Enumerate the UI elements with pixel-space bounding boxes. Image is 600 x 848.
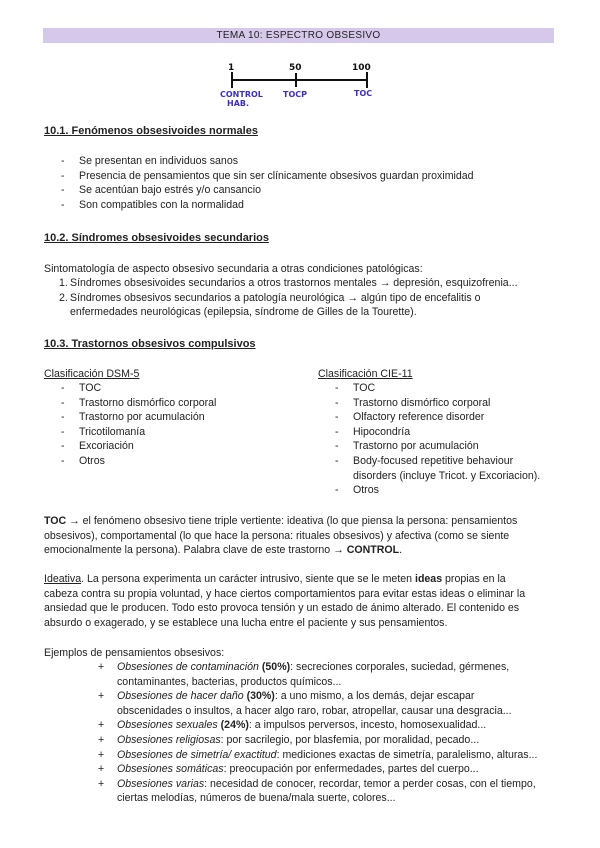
list-number: 1.: [59, 277, 68, 289]
list-item: [44, 762, 574, 777]
list-number: 2.: [59, 291, 68, 304]
ideativa-line-1: [44, 572, 574, 587]
spectrum-label-toc: TOC: [354, 89, 373, 98]
plus-bullet: +: [98, 719, 105, 732]
example-text: : necesidad de conocer, recordar, temor a perder cosas, con el tiempo,: [204, 777, 536, 790]
toc-keyword: CONTROL: [346, 544, 400, 557]
plus-bullet: +: [98, 733, 105, 746]
list-item: [44, 689, 574, 718]
list-item: [318, 454, 578, 483]
page-title: TEMA 10: ESPECTRO OBSESIVO: [216, 30, 381, 41]
list-item: - Se acentúan bajo estrés y/o cansancio: [44, 183, 474, 198]
toc-text: emocionalmente la persona). Palabra clave de este trastorno →: [44, 544, 347, 557]
section-10-3-title: 10.3. Trastornos obsesivos compulsivos: [44, 338, 256, 350]
page-title-banner: [43, 28, 554, 43]
spectrum-tick-label-50: 50: [289, 63, 302, 73]
list-text: Síndromes obsesivoides secundarios a otros trastornos mentales → depresión, esquizofrenia...: [70, 277, 518, 289]
example-text: : a impulsos perversos, incesto, homosexualidad...: [248, 719, 487, 732]
ejemplos-intro: Ejemplos de pensamientos obsesivos:: [44, 647, 225, 659]
toc-text: .: [399, 544, 403, 557]
toc-text: → el fenómeno obsesivo tiene triple vertiente: ideativa (lo que piensa la persona: pensamientos: [66, 515, 518, 527]
list-item: - Trastorno por acumulación: [44, 410, 216, 425]
ideativa-line-3: ansiedad que le producen. Todo esto provoca tensión y un estado de ánimo alterado. El contenido es: [44, 602, 520, 615]
example-name: Obsesiones de contaminación: [117, 661, 259, 673]
list-item: - Tricotilomanía: [44, 425, 216, 440]
toc-line-3: [44, 543, 574, 558]
list-item: - Hipocondría: [318, 425, 578, 440]
example-text: : preocupación por enfermedades, partes del cuerpo...: [223, 763, 479, 776]
list-item: [44, 777, 574, 806]
ideativa-text: propias en la: [442, 573, 506, 585]
section-10-1-title: 10.1. Fenómenos obsesivoides normales: [44, 125, 258, 137]
list-item: - Trastorno por acumulación: [318, 439, 578, 454]
plus-bullet: +: [98, 661, 105, 673]
ideativa-text: . La persona experimenta un carácter intrusivo, siente que se le meten: [81, 573, 415, 585]
list-text: Síndromes obsesivos secundarios a patología neurológica → algún tipo de encefalitis o: [70, 291, 481, 304]
ideativa-paragraph: [44, 572, 574, 630]
toc-paragraph: [44, 514, 574, 558]
ideativa-label: Ideativa: [44, 573, 82, 585]
toc-line-2: obsesivos), comportamental (lo que hace la persona: rituales obsesivos) y afectiva (como se siente: [44, 529, 510, 542]
section-10-2-intro: Sintomatología de aspecto obsesivo secundaria a otras condiciones patológicas:: [44, 263, 423, 275]
example-pct: (30%): [243, 690, 275, 703]
example-name: Obsesiones sexuales: [117, 719, 218, 732]
dsm5-list: [44, 381, 216, 469]
spectrum-label-tocp: TOCP: [283, 90, 307, 99]
example-text: : mediciones exactas de simetría, paralelismo, alturas...: [276, 748, 538, 761]
ideativa-line-2: cabeza contra su propia voluntad, y hace ciertos comportamientos para evitar estas ideas o eliminar la: [44, 587, 526, 600]
example-text: : por sacrilegio, por blasfemia, por moralidad, pecado...: [220, 733, 480, 746]
example-text-cont: ciertas melodías, números de buena/mala suerte, colores...: [117, 792, 396, 805]
list-item: - Olfactory reference disorder: [318, 410, 578, 425]
plus-bullet: +: [98, 690, 105, 703]
example-name: Obsesiones de hacer daño: [117, 690, 244, 703]
list-item: - TOC: [44, 381, 216, 396]
spectrum-label-hab: HAB.: [227, 99, 250, 108]
list-item: - TOC: [318, 381, 578, 396]
section-10-1-list: [44, 154, 474, 212]
example-pct: (24%): [217, 719, 249, 732]
list-item: - Presencia de pensamientos que sin ser clínicamente obsesivos guardan proximidad: [44, 169, 474, 184]
cie11-list: [318, 381, 578, 498]
list-item: [44, 291, 564, 320]
list-text-cont: disorders (incluye Tricot. y Excoriacion).: [353, 469, 541, 482]
example-text-cont: obscenidades o insultos, a hacer algo raro, robar, atropellar, causar una desgracia...: [117, 704, 512, 717]
list-item: [44, 748, 574, 763]
list-item: [44, 718, 574, 733]
cie11-title: Clasificación CIE-11: [318, 368, 413, 380]
spectrum-tick-label-1: 1: [228, 63, 235, 73]
example-name: Obsesiones religiosas: [117, 733, 221, 746]
list-item: - Trastorno dismórfico corporal: [318, 396, 578, 411]
list-item: - Otros: [44, 454, 216, 469]
ideativa-line-4: absurdo o exagerado, y se establece una lucha entre el paciente y sus pensamientos.: [44, 616, 448, 629]
plus-bullet: +: [98, 748, 105, 761]
plus-bullet: +: [98, 763, 105, 776]
list-item: - Excoriación: [44, 439, 216, 454]
list-item: - Se presentan en individuos sanos: [44, 154, 474, 169]
list-item: [44, 733, 574, 748]
dsm5-title: Clasificación DSM-5: [44, 368, 140, 380]
ejemplos-list: [44, 660, 574, 806]
list-item: [44, 276, 564, 291]
spectrum-tick-label-100: 100: [352, 63, 371, 73]
list-item: [44, 660, 574, 689]
example-text-cont: contaminantes, bacterias, productos químicos...: [117, 675, 342, 688]
section-10-2-list: [44, 276, 564, 320]
toc-lead: TOC: [44, 515, 67, 527]
plus-bullet: +: [98, 777, 105, 790]
spectrum-label-control: CONTROL: [220, 90, 263, 99]
list-item: - Son compatibles con la normalidad: [44, 198, 474, 213]
example-name: Obsesiones somáticas: [117, 763, 224, 776]
example-pct: (50%): [258, 661, 291, 673]
section-10-2-title: 10.2. Síndromes obsesivoides secundarios: [44, 232, 269, 244]
list-item: - Trastorno dismórfico corporal: [44, 396, 216, 411]
list-text: Body-focused repetitive behaviour: [353, 454, 514, 467]
list-text-cont: enfermedades neurológicas (epilepsia, síndrome de Gilles de la Tourette).: [70, 306, 417, 319]
example-text: : a uno mismo, a los demás, dejar escapar: [274, 690, 475, 703]
example-name: Obsesiones de simetría/ exactitud: [117, 748, 277, 761]
example-name: Obsesiones varias: [117, 777, 205, 790]
example-text: : secreciones corporales, suciedad, gérmenes,: [290, 661, 510, 673]
toc-line-1: [44, 514, 574, 529]
ideativa-keyword: ideas: [415, 573, 443, 585]
list-item: - Otros: [318, 483, 578, 498]
